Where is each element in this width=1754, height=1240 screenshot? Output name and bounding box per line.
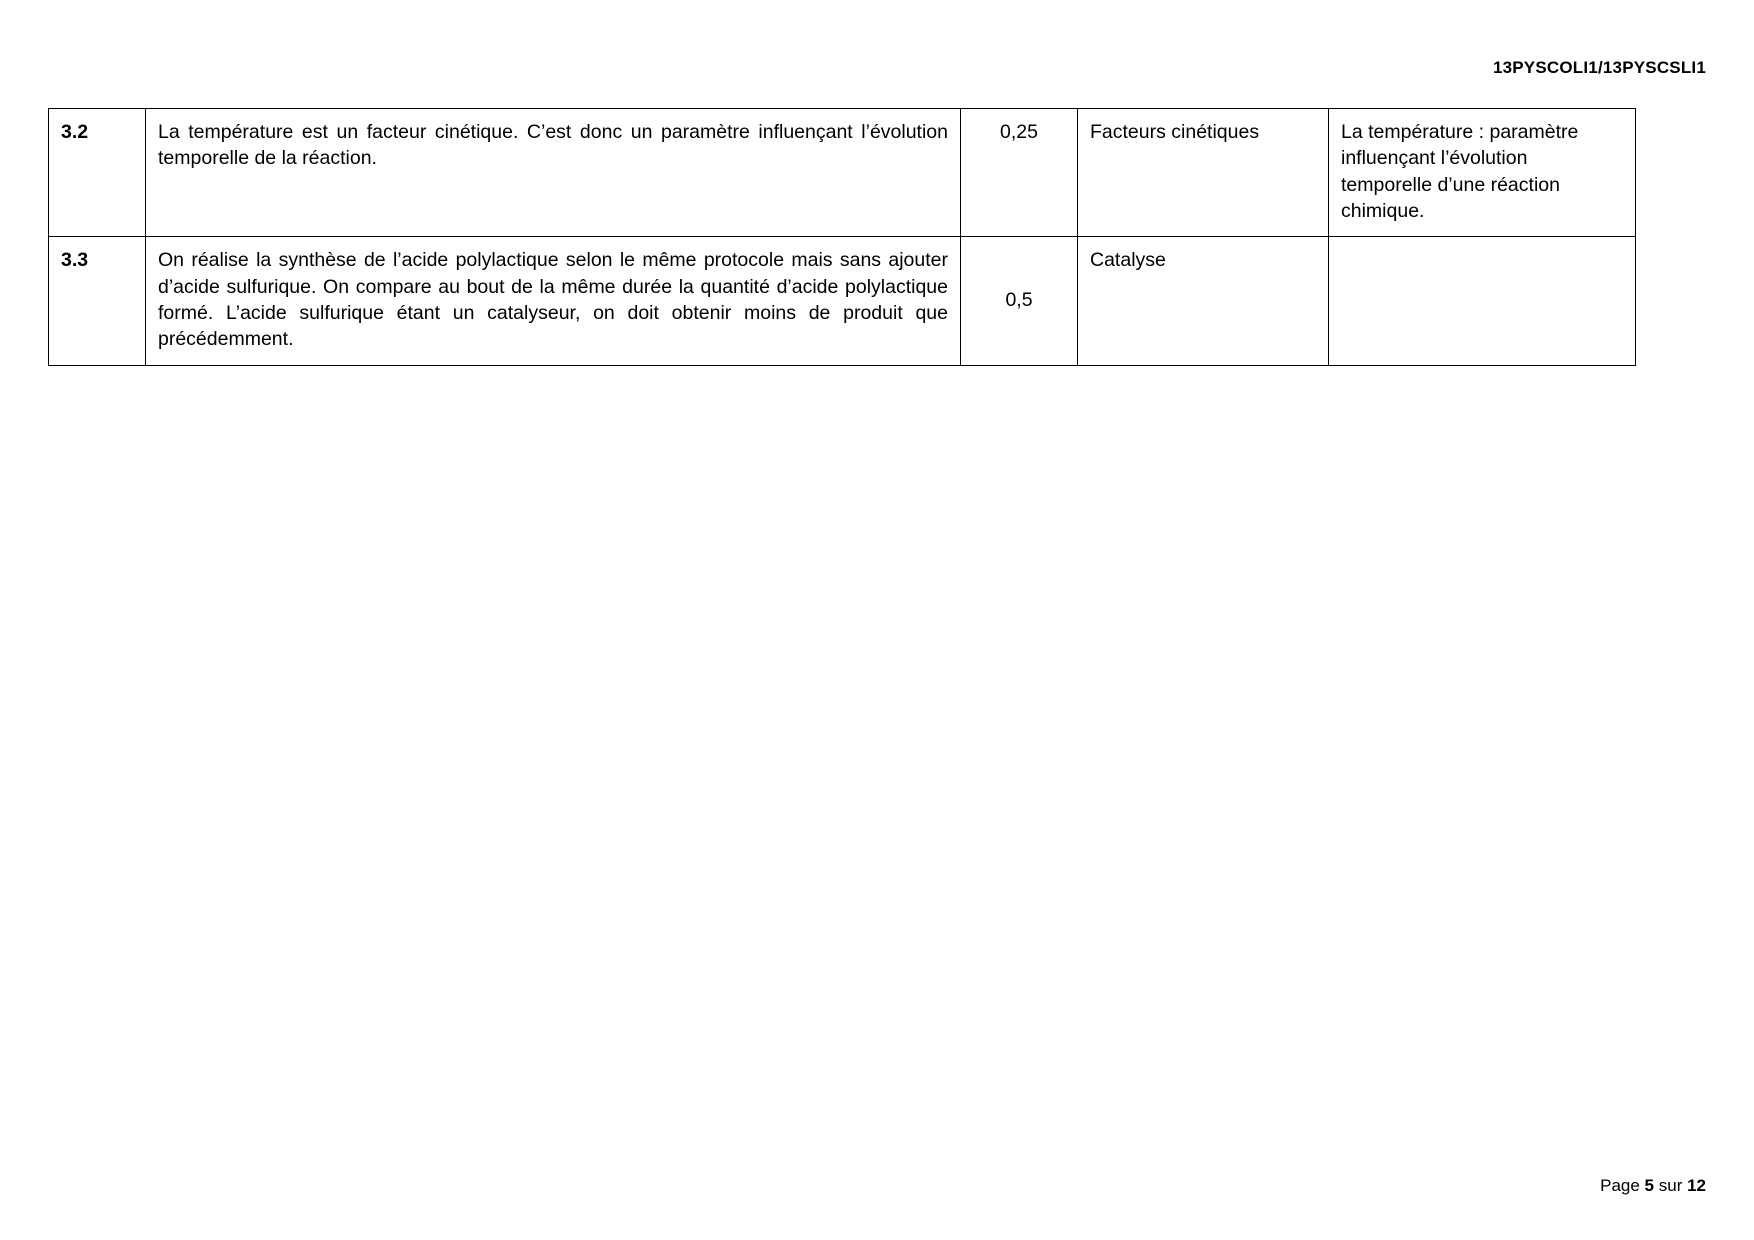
footer-page-middle: sur xyxy=(1654,1176,1688,1195)
footer-page-total: 12 xyxy=(1687,1176,1706,1195)
exam-code-header xyxy=(1493,58,1706,78)
comment-cell xyxy=(1329,237,1636,365)
table-row xyxy=(49,237,1636,365)
footer-page-number: 5 xyxy=(1644,1176,1655,1195)
question-number-cell: 3.2 xyxy=(49,109,146,237)
grading-table xyxy=(48,108,1636,366)
table-row xyxy=(49,109,1636,237)
footer-page-prefix: Page xyxy=(1600,1176,1645,1195)
answer-text-cell: On réalise la synthèse de l’acide polylactique selon le même protocole mais sans ajouter d’acide sulfurique. On compare au bout de la même durée la quantité d’acide polylactique formé. L’acide sulfurique étant un catalyseur, on doit obtenir moins de produit que précédemment. xyxy=(146,237,961,365)
exam-code-left: 13PYSCOLI1 xyxy=(1492,58,1598,77)
answer-text-cell: La température est un facteur cinétique. C’est donc un paramètre influençant l’évolution temporelle de la réaction. xyxy=(146,109,961,237)
points-cell: 0,5 xyxy=(961,237,1078,365)
exam-code-right: 13PYSCSLI1 xyxy=(1602,58,1706,77)
topic-cell: Catalyse xyxy=(1078,237,1329,365)
points-cell: 0,25 xyxy=(961,109,1078,237)
topic-cell: Facteurs cinétiques xyxy=(1078,109,1329,237)
question-number-cell: 3.3 xyxy=(49,237,146,365)
comment-cell: La température : paramètre influençant l’évolution temporelle d’une réaction chimique. xyxy=(1329,109,1636,237)
exam-code-separator: / xyxy=(1597,58,1603,77)
page-footer xyxy=(1600,1176,1706,1196)
